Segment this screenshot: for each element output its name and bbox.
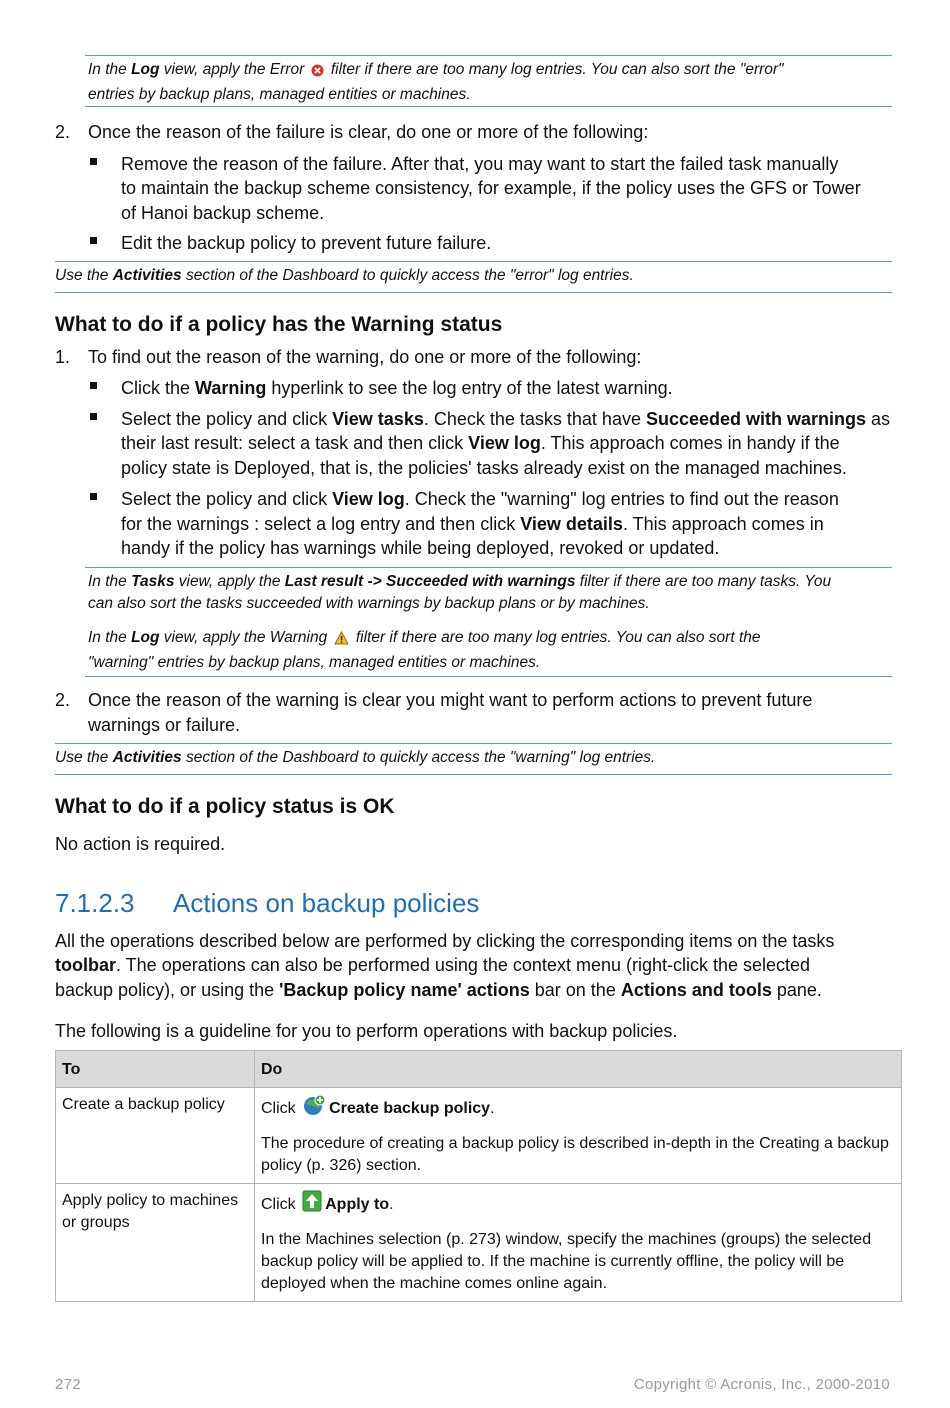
- bullet-marker: [90, 382, 97, 389]
- intro-text: [55, 978, 822, 1003]
- create-policy-icon: [302, 1094, 326, 1123]
- note-text: view, apply the Error: [159, 61, 309, 78]
- table-row: [56, 1088, 902, 1184]
- note-activities-warning: [55, 743, 892, 775]
- copyright-text: Copyright © Acronis, Inc., 2000-2010: [633, 1376, 890, 1393]
- text-bold: View tasks: [332, 409, 424, 429]
- text-run: .: [490, 1100, 495, 1117]
- section-heading: [55, 888, 479, 918]
- text-run: .: [389, 1196, 394, 1213]
- note-text: section of the Dashboard to quickly access the "error" log entries.: [181, 267, 634, 284]
- note-bold: Log: [131, 61, 160, 78]
- section-number: 7.1.2.3: [55, 888, 135, 918]
- intro-text: The following is a guideline for you to perform operations with backup policies.: [55, 1021, 678, 1041]
- bullet-text: of Hanoi backup scheme.: [121, 203, 325, 223]
- step-text: Once the reason of the warning is clear you might want to perform actions to prevent future: [88, 690, 813, 710]
- text-run: . This approach comes in: [622, 514, 824, 534]
- bullet-text: policy state is Deployed, that is, the policies' tasks already exist on the managed machines.: [121, 458, 847, 478]
- note-tasks-warning: [85, 567, 892, 677]
- note-text: Use the: [55, 749, 113, 766]
- section-title: Actions on backup policies: [173, 888, 480, 918]
- note-text: In the: [88, 629, 132, 646]
- intro-text: [55, 953, 810, 978]
- table-row: [56, 1184, 902, 1302]
- step-number: 2.: [55, 122, 71, 142]
- intro-text: All the operations described below are performed by clicking the corresponding items on the tasks: [55, 931, 835, 951]
- text-run: . Check the "warning" log entries to find out the reason: [404, 489, 839, 509]
- step-text: Once the reason of the failure is clear, do one or more of the following:: [88, 122, 649, 142]
- text-run: hyperlink to see the log entry of the latest warning.: [266, 378, 673, 398]
- text-bold: Actions and tools: [620, 980, 772, 1000]
- text-bold: View log: [332, 489, 405, 509]
- bullet-text: [121, 512, 824, 537]
- warning-icon: [334, 630, 349, 652]
- text-run: . The operations can also be performed using the context menu (right-click the selected: [116, 955, 811, 975]
- note-bold: Log: [131, 629, 160, 646]
- text-run: Click: [261, 1196, 301, 1213]
- bullet-text: [121, 431, 840, 456]
- page-number: 272: [55, 1376, 81, 1393]
- step-text: To find out the reason of the warning, do one or more of the following:: [88, 347, 642, 367]
- apply-to-icon: [302, 1190, 322, 1219]
- table-header-row: [56, 1051, 902, 1088]
- note-text: filter if there are too many log entries. You can also sort the: [351, 629, 761, 646]
- bullet-text: to maintain the backup scheme consistency, for example, if the policy uses the GFS or Tower: [121, 178, 861, 198]
- text-bold: View details: [520, 514, 623, 534]
- note-text: section of the Dashboard to quickly access the "warning" log entries.: [181, 749, 656, 766]
- note-text: view, apply the: [174, 573, 285, 590]
- cell-do: [255, 1184, 902, 1302]
- create-backup-policy-label: Create backup policy: [329, 1100, 491, 1117]
- error-icon: [311, 62, 324, 84]
- note-activities-error: [55, 261, 892, 293]
- note-bold: Activities: [112, 267, 182, 284]
- note-text: filter if there are too many log entries. You can also sort the "error": [326, 61, 784, 78]
- note-bold: Activities: [112, 749, 182, 766]
- warning-link-label: Warning: [195, 378, 267, 398]
- bullet-marker: [90, 413, 97, 420]
- bullet-text: [121, 487, 839, 512]
- ok-text: No action is required.: [55, 834, 226, 854]
- step-number: 2.: [55, 690, 71, 710]
- bullet-text: [121, 376, 673, 401]
- text-run: . This approach comes in handy if the: [540, 433, 840, 453]
- heading-ok-status: What to do if a policy status is OK: [55, 795, 395, 818]
- step-text: warnings or failure.: [88, 715, 241, 735]
- text-run: Click the: [121, 378, 196, 398]
- note-text: entries by backup plans, managed entities or machines.: [88, 86, 471, 103]
- note-text: filter if there are too many tasks. You: [575, 573, 832, 590]
- bullet-text: handy if the policy has warnings while being deployed, revoked or updated.: [121, 538, 720, 558]
- text-run: Click: [261, 1100, 301, 1117]
- heading-warning-status: What to do if a policy has the Warning status: [55, 313, 503, 336]
- bullet-marker: [90, 493, 97, 500]
- bullet-text: Remove the reason of the failure. After that, you may want to start the failed task manually: [121, 154, 839, 174]
- column-header-do: Do: [255, 1051, 902, 1088]
- cell-do: [255, 1088, 902, 1184]
- bullet-text: [121, 407, 890, 432]
- step-number: 1.: [55, 347, 71, 367]
- note-bold: Tasks: [131, 573, 175, 590]
- text-bold: 'Backup policy name' actions: [279, 980, 530, 1000]
- bullet-text: Edit the backup policy to prevent future failure.: [121, 233, 492, 253]
- cell-description: The procedure of creating a backup policy is described in-depth in the Creating a backup policy (p. 326) section.: [261, 1135, 889, 1174]
- text-run: bar on the: [529, 980, 621, 1000]
- text-run: for the warnings : select a log entry and then click: [121, 514, 521, 534]
- note-text: "warning" entries by backup plans, managed entities or machines.: [88, 654, 541, 671]
- text-run: backup policy), or using the: [55, 980, 280, 1000]
- text-run: . Check the tasks that have: [423, 409, 646, 429]
- note-log-error: [85, 55, 892, 107]
- text-run: their last result: select a task and then click: [121, 433, 469, 453]
- note-text: In the: [88, 573, 132, 590]
- bullet-marker: [90, 158, 97, 165]
- text-run: as: [866, 409, 891, 429]
- cell-description: In the Machines selection (p. 273) window, specify the machines (groups) the selected backup policy will be applied to. If the machine is currently offline, the policy will be deployed when the machine comes online again.: [261, 1231, 872, 1292]
- note-text: In the: [88, 61, 132, 78]
- note-text: view, apply the Warning: [159, 629, 332, 646]
- cell-to: Apply policy to machines or groups: [56, 1184, 255, 1302]
- bullet-marker: [90, 237, 97, 244]
- text-bold: Succeeded with warnings: [645, 409, 867, 429]
- cell-to: Create a backup policy: [56, 1088, 255, 1184]
- text-bold: toolbar: [55, 955, 116, 975]
- text-bold: View log: [468, 433, 541, 453]
- text-run: Select the policy and click: [121, 409, 333, 429]
- note-text: can also sort the tasks succeeded with warnings by backup plans or by machines.: [88, 595, 650, 612]
- apply-to-label: Apply to: [325, 1196, 390, 1213]
- note-text: Use the: [55, 267, 113, 284]
- column-header-to: To: [56, 1051, 255, 1088]
- operations-table: [55, 1050, 902, 1302]
- text-run: Select the policy and click: [121, 489, 333, 509]
- note-bold: Last result -> Succeeded with warnings: [284, 573, 576, 590]
- text-run: pane.: [771, 980, 822, 1000]
